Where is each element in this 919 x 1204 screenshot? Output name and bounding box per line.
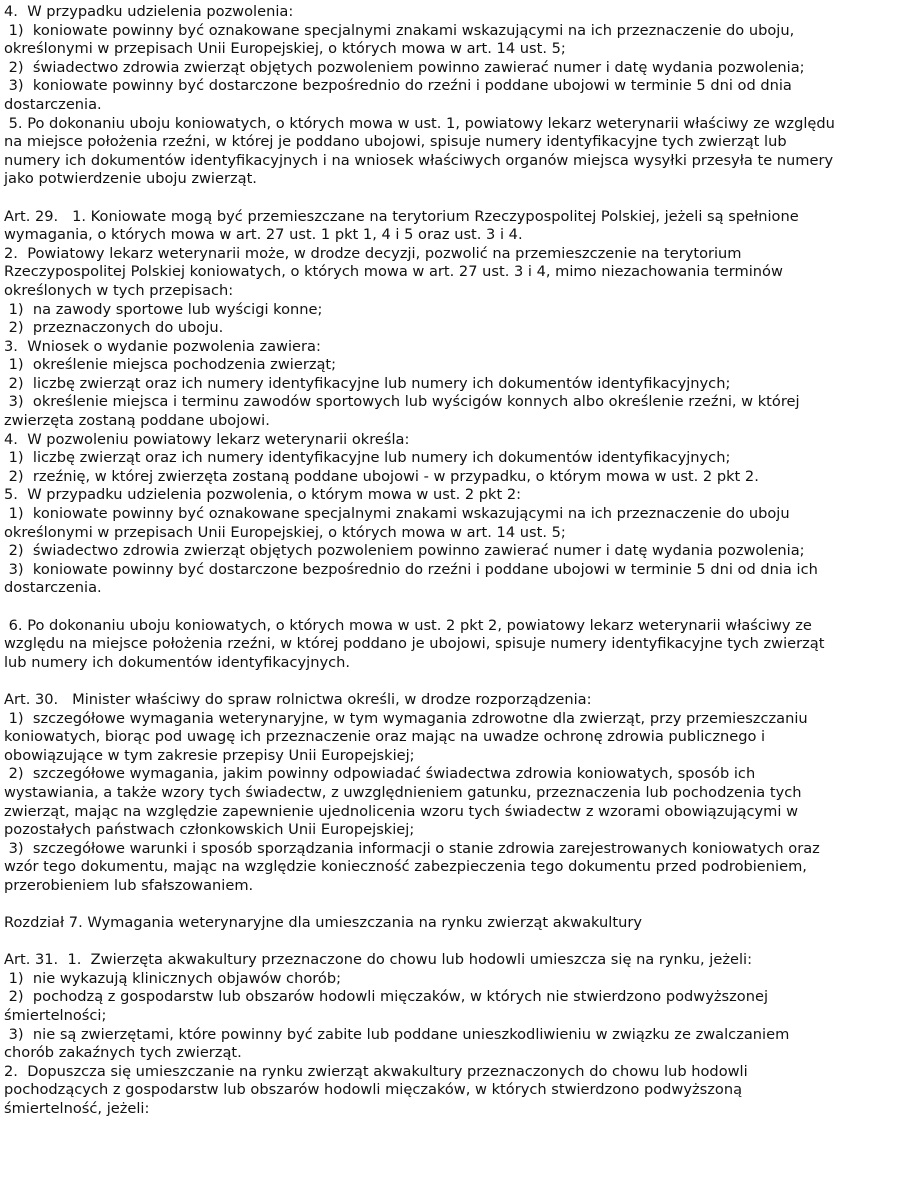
text-line: 1) na zawody sportowe lub wyścigi konne;: [4, 300, 323, 318]
text-line: pochodzących z gospodarstw lub obszarów hodowli mięczaków, w których stwierdzono podwyższoną: [4, 1081, 743, 1099]
text-line: chorób zakaźnych tych zwierząt.: [4, 1044, 242, 1062]
text-line: 2. Powiatowy lekarz weterynarii może, w drodze decyzji, pozwolić na przemieszczenie na terytorium: [4, 244, 742, 262]
text-line: 2) świadectwo zdrowia zwierząt objętych pozwoleniem powinno zawierać numer i datę wydania pozwolenia;: [4, 542, 805, 560]
text-line: 4. W pozwoleniu powiatowy lekarz weterynarii określa:: [4, 430, 410, 448]
text-line: 5. W przypadku udzielenia pozwolenia, o którym mowa w ust. 2 pkt 2:: [4, 486, 522, 504]
text-line: obowiązujące w tym zakresie przepisy Unii Europejskiej;: [4, 746, 415, 764]
text-line: przerobieniem lub sfałszowaniem.: [4, 876, 254, 894]
blank-line: [4, 189, 916, 208]
text-line: 3) określenie miejsca i terminu zawodów sportowych lub wyścigów konnych albo określenie rzeźni, w której: [4, 393, 800, 411]
text-line: wystawiania, a także wzory tych świadectw, z uwzględnieniem gatunku, przeznaczenia lub pochodzenia tych: [4, 783, 802, 801]
text-line: 2) rzeźnię, w której zwierzęta zostaną poddane ubojowi - w przypadku, o którym mowa w ust. 2 pkt 2.: [4, 467, 759, 485]
blank-line: [4, 672, 916, 691]
text-line: 2) przeznaczonych do uboju.: [4, 319, 224, 337]
text-line: 4. W przypadku udzielenia pozwolenia:: [4, 3, 294, 20]
text-line: Art. 30. Minister właściwy do spraw rolnictwa określi, w drodze rozporządzenia:: [4, 690, 592, 708]
text-line: 1) koniowate powinny być oznakowane specjalnymi znakami wskazującymi na ich przeznaczenie do uboju: [4, 505, 790, 523]
text-line: Art. 31. 1. Zwierzęta akwakultury przeznaczone do chowu lub hodowli umieszcza się na rynku, jeżeli:: [4, 951, 753, 969]
text-line: dostarczenia.: [4, 579, 102, 597]
text-line: określonymi w przepisach Unii Europejskiej, o których mowa w art. 14 ust. 5;: [4, 40, 566, 58]
text-line: śmiertelność, jeżeli:: [4, 1100, 150, 1118]
blank-line: [4, 896, 916, 915]
text-line: 3) szczegółowe warunki i sposób sporządzania informacji o stanie zdrowia zarejestrowanych koniowatych oraz: [4, 839, 820, 857]
text-line: pozostałych państwach członkowskich Unii Europejskiej;: [4, 821, 415, 839]
text-line: 1) szczegółowe wymagania weterynaryjne, w tym wymagania zdrowotne dla zwierząt, przy przemieszczaniu: [4, 709, 808, 727]
text-line: 6. Po dokonaniu uboju koniowatych, o których mowa w ust. 2 pkt 2, powiatowy lekarz weterynarii właściwy ze: [4, 616, 812, 634]
text-line: 2. Dopuszcza się umieszczanie na rynku zwierząt akwakultury przeznaczonych do chowu lub hodowli: [4, 1062, 748, 1080]
text-line: 2) pochodzą z gospodarstw lub obszarów hodowli mięczaków, w których nie stwierdzono podwyższonej: [4, 988, 768, 1006]
text-line: 2) szczegółowe wymagania, jakim powinny odpowiadać świadectwa zdrowia koniowatych, sposób ich: [4, 765, 756, 783]
blank-line: [4, 933, 916, 952]
text-line: 5. Po dokonaniu uboju koniowatych, o których mowa w ust. 1, powiatowy lekarz weterynarii właściwy ze względu: [4, 114, 835, 132]
text-line: 3) koniowate powinny być dostarczone bezpośrednio do rzeźni i poddane ubojowi w terminie 5 dni od dnia: [4, 77, 792, 95]
text-line: określonych w tych przepisach:: [4, 281, 234, 299]
text-line: 3) nie są zwierzętami, które powinny być zabite lub poddane unieszkodliwieniu w związku ze zwalczaniem: [4, 1025, 790, 1043]
text-line: na miejsce położenia rzeźni, w której je poddano ubojowi, spisuje numery identyfikacyjne tych zwierząt lub: [4, 133, 787, 151]
text-line: wymagania, o których mowa w art. 27 ust. 1 pkt 1, 4 i 5 oraz ust. 3 i 4.: [4, 226, 523, 244]
blank-line: [4, 598, 916, 617]
text-line: 1) określenie miejsca pochodzenia zwierząt;: [4, 356, 337, 374]
text-line: koniowatych, biorąc pod uwagę ich przeznaczenie oraz mając na uwadze ochronę zdrowia publicznego i: [4, 728, 766, 746]
text-line: Rzeczypospolitej Polskiej koniowatych, o których mowa w art. 27 ust. 3 i 4, mimo niezachowania terminów: [4, 263, 783, 281]
text-line: Rozdział 7. Wymagania weterynaryjne dla umieszczania na rynku zwierząt akwakultury: [4, 914, 642, 932]
text-line: określonymi w przepisach Unii Europejskiej, o których mowa w art. 14 ust. 5;: [4, 523, 566, 541]
text-line: Art. 29. 1. Koniowate mogą być przemieszczane na terytorium Rzeczypospolitej Polskiej, jeżeli są spełnione: [4, 207, 799, 225]
text-line: lub numery ich dokumentów identyfikacyjnych.: [4, 653, 351, 671]
text-line: zwierzęta zostaną poddane ubojowi.: [4, 412, 270, 430]
text-line: 3) koniowate powinny być dostarczone bezpośrednio do rzeźni i poddane ubojowi w terminie 5 dni od dnia ich: [4, 560, 818, 578]
text-line: jako potwierdzenie uboju zwierząt.: [4, 170, 257, 188]
text-line: dostarczenia.: [4, 95, 102, 113]
text-line: 1) koniowate powinny być oznakowane specjalnymi znakami wskazującymi na ich przeznaczenie do uboju,: [4, 21, 795, 39]
text-line: śmiertelności;: [4, 1007, 107, 1025]
text-line: 2) świadectwo zdrowia zwierząt objętych pozwoleniem powinno zawierać numer i datę wydania pozwolenia;: [4, 58, 805, 76]
text-line: 3. Wniosek o wydanie pozwolenia zawiera:: [4, 337, 321, 355]
text-line: względu na miejsce położenia rzeźni, w której poddano je ubojowi, spisuje numery identyfikacyjne tych zwierząt: [4, 635, 825, 653]
text-line: 1) nie wykazują klinicznych objawów chorób;: [4, 969, 342, 987]
text-line: wzór tego dokumentu, mając na względzie konieczność zabezpieczenia tego dokumentu przed podrobieniem,: [4, 858, 807, 876]
text-line: numery ich dokumentów identyfikacyjnych i na wniosek właściwych organów miejsca wysyłki przesyła te numery: [4, 151, 834, 169]
text-line: zwierząt, mając na względzie zapewnienie ujednolicenia wzoru tych świadectw z wzorami obowiązującymi w: [4, 802, 799, 820]
text-line: 1) liczbę zwierząt oraz ich numery identyfikacyjne lub numery ich dokumentów identyfikacyjnych;: [4, 449, 731, 467]
text-line: 2) liczbę zwierząt oraz ich numery identyfikacyjne lub numery ich dokumentów identyfikacyjnych;: [4, 374, 731, 392]
